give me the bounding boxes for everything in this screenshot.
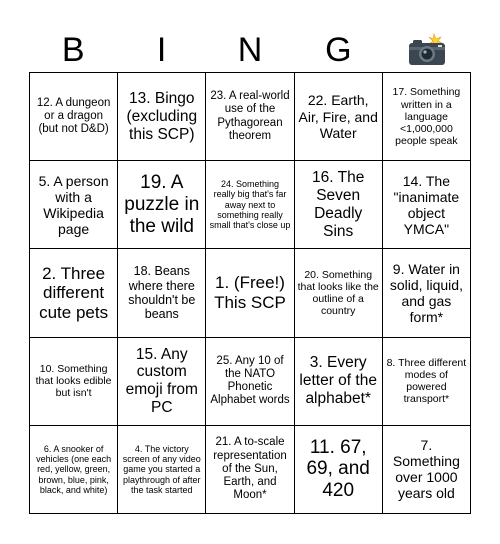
bingo-cell[interactable]: 20. Something that looks like the outline of a country — [295, 249, 383, 337]
bingo-cell[interactable]: 10. Something that looks edible but isn't — [30, 338, 118, 426]
bingo-cell[interactable]: 6. A snooker of vehicles (one each red, yellow, green, brown, blue, pink, black, and white) — [30, 426, 118, 514]
bingo-cell[interactable]: 5. A person with a Wikipedia page — [30, 161, 118, 249]
header-letter-g: G — [325, 30, 352, 69]
bingo-cell[interactable]: 17. Something written in a language <1,000,000 people speak — [383, 73, 471, 161]
header-letter-n: N — [237, 30, 263, 69]
bingo-header — [29, 28, 471, 72]
bingo-cell[interactable]: 8. Three different modes of powered transport* — [383, 338, 471, 426]
bingo-cell[interactable]: 16. The Seven Deadly Sins — [295, 161, 383, 249]
bingo-cell[interactable]: 2. Three different cute pets — [30, 249, 118, 337]
bingo-cell[interactable]: 11. 67, 69, and 420 — [295, 426, 383, 514]
camera-flash-icon-graphic — [407, 33, 447, 67]
bingo-cell[interactable]: 4. The victory screen of any video game you started a playthrough of after the task started — [118, 426, 206, 514]
bingo-cell[interactable]: 3. Every letter of the alphabet* — [295, 338, 383, 426]
bingo-cell[interactable]: 9. Water in solid, liquid, and gas form* — [383, 249, 471, 337]
header-letter-i: I — [156, 30, 167, 69]
bingo-cell[interactable]: 7. Something over 1000 years old — [383, 426, 471, 514]
bingo-cell[interactable]: 15. Any custom emoji from PC — [118, 338, 206, 426]
bingo-cell[interactable]: 24. Something really big that's far away next to something really small that's close up — [206, 161, 294, 249]
bingo-cell[interactable]: 19. A puzzle in the wild — [118, 161, 206, 249]
free-space-cell[interactable]: 1. (Free!) This SCP — [206, 249, 294, 337]
camera-flash-icon — [383, 28, 471, 72]
header-letter-b: B — [61, 30, 85, 69]
bingo-cell[interactable]: 18. Beans where there shouldn't be beans — [118, 249, 206, 337]
bingo-cell[interactable]: 22. Earth, Air, Fire, and Water — [295, 73, 383, 161]
bingo-cell[interactable]: 25. Any 10 of the NATO Phonetic Alphabet words — [206, 338, 294, 426]
bingo-cell[interactable]: 14. The "inanimate object YMCA" — [383, 161, 471, 249]
bingo-cell[interactable]: 21. A to-scale representation of the Sun, Earth, and Moon* — [206, 426, 294, 514]
bingo-cell[interactable]: 13. Bingo (excluding this SCP) — [118, 73, 206, 161]
bingo-board — [29, 72, 471, 514]
bingo-cell[interactable]: 12. A dungeon or a dragon (but not D&D) — [30, 73, 118, 161]
bingo-cell[interactable]: 23. A real-world use of the Pythagorean theorem — [206, 73, 294, 161]
